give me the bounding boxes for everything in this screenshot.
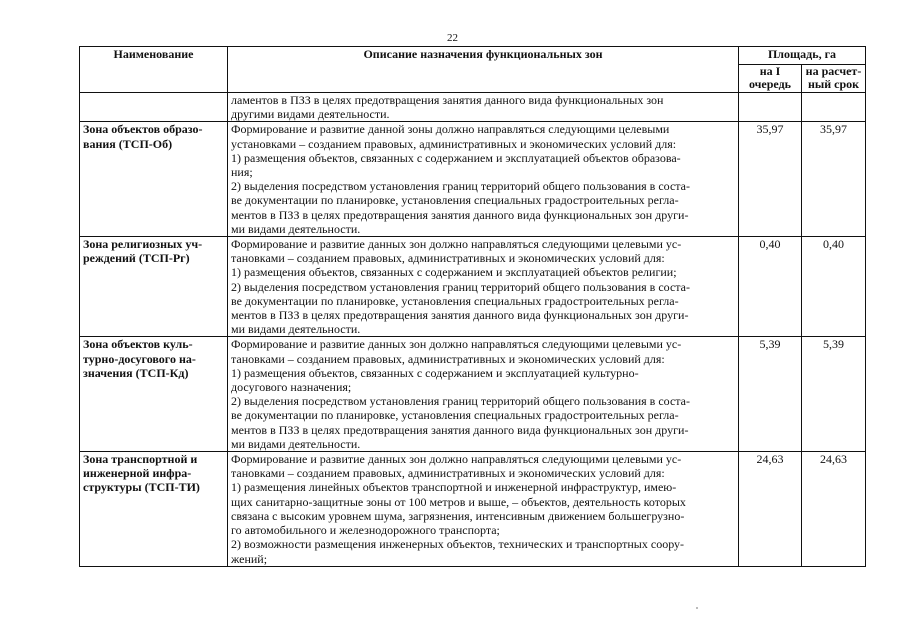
table-row-continuation xyxy=(80,93,866,122)
area-full-cell: 0,40 xyxy=(802,237,866,337)
description-line: жений; xyxy=(231,551,268,566)
zone-description-cell xyxy=(228,93,739,122)
description-line: другими видами деятельности. xyxy=(231,107,390,122)
description-line: тановками – созданием правовых, административных и экономических условий для: xyxy=(231,251,665,266)
zone-name-cell xyxy=(80,93,228,122)
zone-description-cell xyxy=(228,122,739,237)
table-row xyxy=(80,122,866,237)
description-line: ментов в ПЗЗ в целях предотвращения занятия данного вида функциональных зон други- xyxy=(231,308,689,323)
zone-description-cell xyxy=(228,452,739,567)
header-area-full: на расчет-ный срок xyxy=(802,65,866,93)
description-line: ламентов в ПЗЗ в целях предотвращения занятия данного вида функциональных зон xyxy=(231,93,664,107)
description-line: Формирование и развитие данной зоны должно направляться следующими целевыми xyxy=(231,122,670,137)
zone-name-cell: Зона транспортной и инженерной инфра-структуры (ТСП-ТИ) xyxy=(80,452,228,567)
description-line: ми видами деятельности. xyxy=(231,221,361,236)
description-line: 1) размещения линейных объектов транспортной и инженерной инфраструктур, имею- xyxy=(231,480,677,495)
area-first-cell: 24,63 xyxy=(739,452,802,567)
description-line: 2) выделения посредством установления границ территорий общего пользования в соста- xyxy=(231,394,690,409)
description-line: Формирование и развитие данных зон должно направляться следующими целевыми ус- xyxy=(231,337,682,352)
scan-speck xyxy=(696,607,698,609)
description-line: установками – созданием правовых, административных и экономических условий для: xyxy=(231,136,677,151)
area-first-cell: 0,40 xyxy=(739,237,802,337)
zone-name-cell: Зона объектов куль-турно-досугового на-значения (ТСП-Кд) xyxy=(80,337,228,452)
area-full-cell: 35,97 xyxy=(802,122,866,237)
zone-name-cell: Зона объектов образо-вания (ТСП-Об) xyxy=(80,122,228,237)
page-number: 22 xyxy=(447,32,458,44)
header-name: Наименование xyxy=(80,47,228,93)
zone-description-cell xyxy=(228,337,739,452)
description-line: щих санитарно-защитные зоны от 100 метров и выше, – объектов, деятельность которых xyxy=(231,494,686,509)
description-line: ми видами деятельности. xyxy=(231,436,361,451)
zone-name-cell: Зона религиозных уч-реждений (ТСП-Рг) xyxy=(80,237,228,337)
description-line: ве документации по планировке, установления специальных градостроительных регла- xyxy=(231,193,679,208)
area-full-cell xyxy=(802,93,866,122)
description-line: Формирование и развитие данных зон должно направляться следующими целевыми ус- xyxy=(231,452,682,467)
header-area-first: на I очередь xyxy=(739,65,802,93)
zones-table xyxy=(79,46,866,567)
description-line: тановками – созданием правовых, административных и экономических условий для: xyxy=(231,351,665,366)
description-line: ве документации по планировке, установления специальных градостроительных регла- xyxy=(231,408,679,423)
area-first-cell: 5,39 xyxy=(739,337,802,452)
table-row xyxy=(80,237,866,337)
description-line: 1) размещения объектов, связанных с содержанием и эксплуатацией объектов религии; xyxy=(231,265,677,280)
description-line: ментов в ПЗЗ в целях предотвращения занятия данного вида функциональных зон други- xyxy=(231,422,689,437)
description-line: 2) выделения посредством установления границ территорий общего пользования в соста- xyxy=(231,279,690,294)
description-line: ментов в ПЗЗ в целях предотвращения занятия данного вида функциональных зон други- xyxy=(231,207,689,222)
area-full-cell: 5,39 xyxy=(802,337,866,452)
description-line: 1) размещения объектов, связанных с содержанием и эксплуатацией объектов образова- xyxy=(231,150,681,165)
description-line: связана с высоким уровнем шума, загрязнения, интенсивным движением большегрузно- xyxy=(231,508,685,523)
table-row xyxy=(80,452,866,567)
header-description: Описание назначения функциональных зон xyxy=(228,47,739,93)
zone-description-cell xyxy=(228,237,739,337)
description-line: 2) выделения посредством установления границ территорий общего пользования в соста- xyxy=(231,179,690,194)
description-line: тановками – созданием правовых, административных и экономических условий для: xyxy=(231,466,665,481)
description-line: ве документации по планировке, установления специальных градостроительных регла- xyxy=(231,293,679,308)
description-line: Формирование и развитие данных зон должно направляться следующими целевыми ус- xyxy=(231,237,682,252)
description-line: ния; xyxy=(231,165,253,180)
header-area: Площадь, га xyxy=(739,47,866,65)
description-line: досугового назначения; xyxy=(231,380,352,395)
area-first-cell: 35,97 xyxy=(739,122,802,237)
description-line: го автомобильного и железнодорожного транспорта; xyxy=(231,523,500,538)
area-first-cell xyxy=(739,93,802,122)
description-line: 1) размещения объектов, связанных с содержанием и эксплуатацией культурно- xyxy=(231,365,639,380)
description-line: 2) возможности размещения инженерных объектов, технических и транспортных соору- xyxy=(231,537,685,552)
area-full-cell: 24,63 xyxy=(802,452,866,567)
table-row xyxy=(80,337,866,452)
description-line: ми видами деятельности. xyxy=(231,322,361,337)
